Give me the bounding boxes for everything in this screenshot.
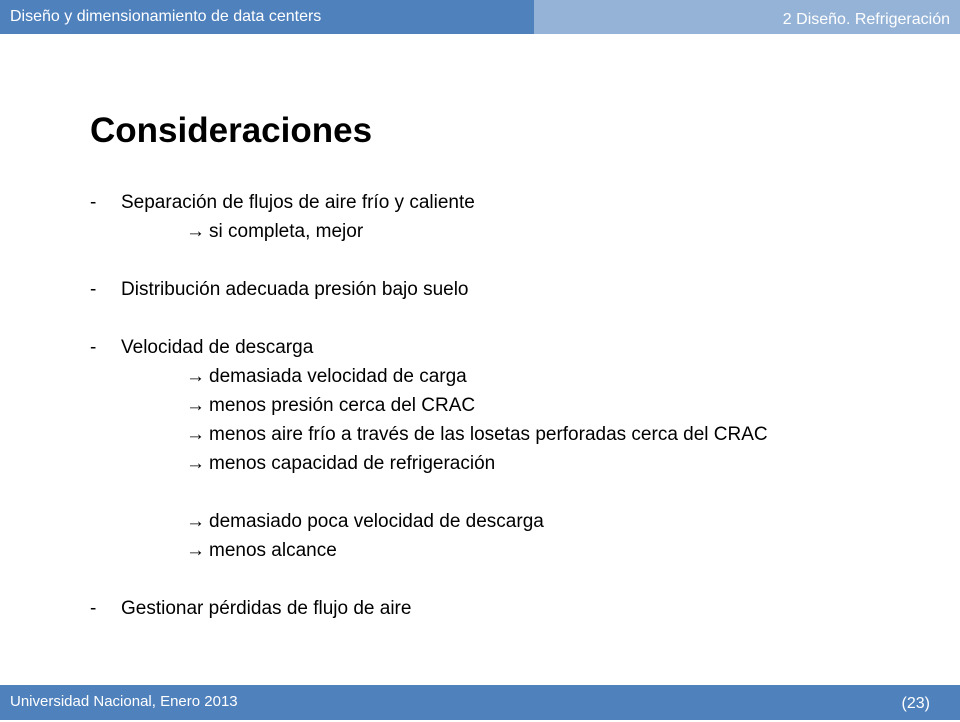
header-course-title: Diseño y dimensionamiento de data centers [0, 0, 534, 34]
sub-item-text: si completa, mejor [209, 221, 364, 242]
sub-item-text: menos presión cerca del CRAC [209, 395, 476, 416]
sub-item [90, 449, 930, 478]
sub-item [90, 420, 930, 449]
bullet-item [90, 594, 930, 623]
header-section: 2 Diseño. Refrigeración [534, 0, 960, 34]
slide-title: Consideraciones [90, 111, 373, 150]
dash-marker: - [90, 337, 97, 358]
sub-item-text: menos capacidad de refrigeración [209, 453, 496, 474]
bullet-text: Gestionar pérdidas de flujo de aire [121, 598, 412, 619]
bullet-text: Separación de flujos de aire frío y caliente [121, 192, 475, 213]
bullet-item [90, 333, 930, 362]
dash-marker: - [90, 598, 97, 619]
arrow-right-icon: → [186, 395, 205, 416]
footer-bar [0, 685, 960, 720]
arrow-right-icon: → [186, 540, 205, 561]
dash-marker: - [90, 192, 97, 213]
arrow-right-icon: → [186, 424, 205, 445]
bullet-item [90, 188, 930, 217]
sub-item [90, 362, 930, 391]
sub-item [90, 507, 930, 536]
sub-item-text: menos alcance [209, 540, 337, 561]
footer-institution-date: Universidad Nacional, Enero 2013 [10, 693, 238, 710]
arrow-right-icon: → [186, 221, 205, 242]
arrow-right-icon: → [186, 511, 205, 532]
bullet-item [90, 275, 930, 304]
sub-item [90, 217, 930, 246]
bullet-text: Velocidad de descarga [121, 337, 314, 358]
bullet-text: Distribución adecuada presión bajo suelo [121, 279, 469, 300]
sub-item-text: demasiada velocidad de carga [209, 366, 467, 387]
page-number: (23) [901, 695, 930, 712]
sub-item-text: menos aire frío a través de las losetas perforadas cerca del CRAC [209, 424, 768, 445]
sub-item [90, 536, 930, 565]
sub-item-text: demasiado poca velocidad de descarga [209, 511, 544, 532]
slide-content [90, 188, 930, 623]
arrow-right-icon: → [186, 366, 205, 387]
dash-marker: - [90, 279, 97, 300]
sub-item [90, 391, 930, 420]
arrow-right-icon: → [186, 453, 205, 474]
